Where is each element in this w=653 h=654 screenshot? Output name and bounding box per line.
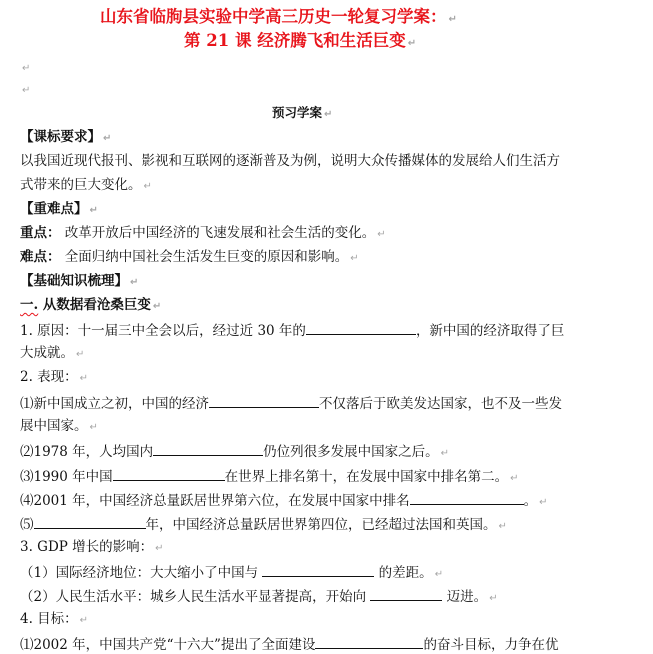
fill-blank[interactable] [113,466,225,481]
paragraph-mark-icon: ↵ [79,615,89,626]
paragraph-mark-icon: ↵ [407,38,417,49]
performance-3-line: ⑶1990 年中国 在世界上排名第十，在发展中国家中排名第二。 ↵ [20,466,519,488]
performance-heading: 2. 表现： ↵ [20,369,89,385]
goal-heading: 4. 目标： ↵ [20,611,89,627]
paragraph-mark-icon: ↵ [539,497,548,508]
paragraph-mark-icon: ↵ [143,181,152,192]
paragraph-mark-icon: ↵ [152,301,162,312]
paragraph-mark-icon: ↵ [89,422,98,433]
empty-paragraph [20,80,30,100]
difficulty-label: 难点： [20,249,61,265]
goal-item-1: ⑴2002 年，中国共产党“十六大”提出了全面建设 的奋斗目标，力争在优 [20,634,558,654]
key-points-heading: 【重难点】 ↵ [20,201,98,217]
performance-1-line-2: 展中国家。 ↵ [20,418,98,434]
gdp-item-1: （1）国际经济地位：大大缩小了中国与 的差距。 ↵ [20,562,443,584]
paragraph-mark-icon: ↵ [510,473,519,484]
fill-blank[interactable] [315,634,423,649]
performance-2-line: ⑵1978 年，人均国内 仍位列很多发展中国家之后。 ↵ [20,441,449,463]
fill-blank[interactable] [34,514,146,529]
paragraph-mark-icon: ↵ [79,373,89,384]
difficulty-line: 难点： 全面归纳中国社会生活发生巨变的原因和影响。 ↵ [20,249,359,265]
paragraph-mark-icon: ↵ [377,229,386,240]
document-title-line-1 [100,6,457,31]
section-heading [272,104,332,124]
paragraph-mark-icon: ↵ [324,109,333,120]
focus-label: 重点： [20,225,61,241]
performance-4-line: ⑷2001 年，中国经济总量跃居世界第六位，在发展中国家中排名 。 ↵ [20,490,548,512]
fill-blank[interactable] [370,586,442,601]
focus-line: 重点： 改革开放后中国经济的飞速发展和社会生活的变化。 ↵ [20,225,386,241]
title-text-2: 第 21 课 经济腾飞和生活巨变 [184,31,406,50]
part1-heading: 一. 从数据看沧桑巨变 ↵ [20,297,162,313]
curriculum-heading-text: 【课标要求】 [20,129,101,145]
performance-5-line: ⑸ 年，中国经济总量跃居世界第四位，已经超过法国和英国。 ↵ [20,514,507,536]
paragraph-mark-icon: ↵ [76,349,85,360]
part1-prefix: 一. [20,297,39,313]
empty-paragraph [20,58,30,78]
document-title-line-2 [184,30,416,55]
performance-1-line-1: ⑴新中国成立之初，中国的经济 不仅落后于欧美发达国家，也不及一些发 [20,393,562,413]
paragraph-mark-icon: ↵ [434,569,444,580]
curriculum-heading [20,128,111,148]
paragraph-mark-icon: ↵ [130,277,139,288]
title-text-1: 山东省临朐县实验中学高三历史一轮复习学案： [100,7,447,26]
fill-blank[interactable] [410,490,524,505]
gdp-item-2: （2）人民生活水平：城乡人民生活水平显著提高，开始向 迈进。 ↵ [20,586,498,608]
fill-blank[interactable] [153,441,263,456]
gdp-heading: 3. GDP 增长的影响： ↵ [20,539,164,555]
paragraph-mark-icon: ↵ [440,448,450,459]
section-text: 预习学案 [272,105,323,120]
paragraph-mark-icon: ↵ [155,543,164,554]
curriculum-text-line-1: 以我国近现代报刊、影视和互联网的逐渐普及为例，说明大众传播媒体的发展给人们生活方 [20,153,560,169]
paragraph-mark-icon: ↵ [103,133,112,144]
paragraph-mark-icon: ↵ [350,253,359,264]
paragraph-mark-icon: ↵ [22,85,31,96]
fill-blank[interactable] [306,320,416,335]
paragraph-mark-icon: ↵ [489,593,498,604]
fill-blank[interactable] [262,562,374,577]
cause-line-2: 大成就。 ↵ [20,345,85,361]
cause-line-1: 1. 原因：十一届三中全会以后，经过近 30 年的 ，新中国的经济取得了巨 [20,320,564,340]
paragraph-mark-icon: ↵ [448,14,457,25]
curriculum-text-line-2: 式带来的巨大变化。 ↵ [20,177,152,193]
paragraph-mark-icon: ↵ [22,63,31,74]
basics-heading: 【基础知识梳理】 ↵ [20,273,139,289]
paragraph-mark-icon: ↵ [89,205,98,216]
fill-blank[interactable] [209,393,319,408]
paragraph-mark-icon: ↵ [498,521,507,532]
